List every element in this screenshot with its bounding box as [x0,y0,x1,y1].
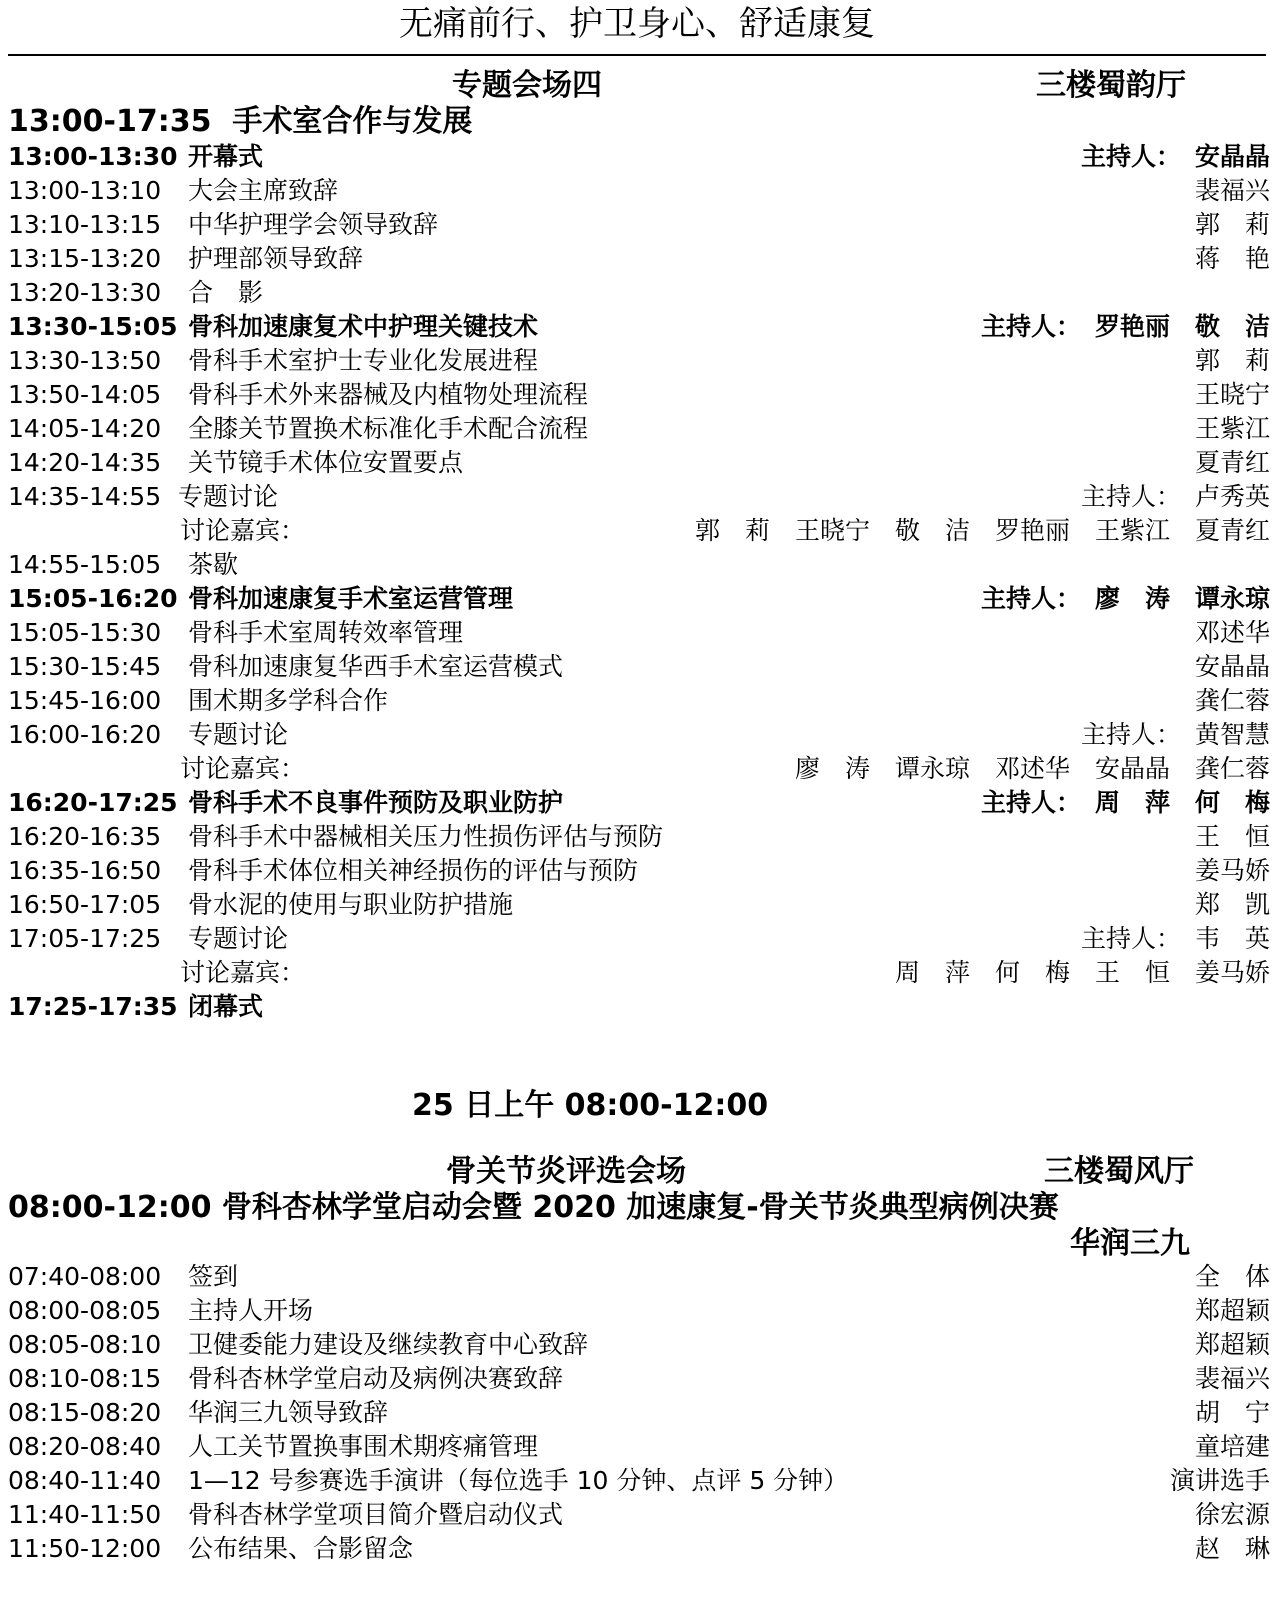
speaker-name: 郑超颖 [1194,1330,1270,1359]
time-slot: 16:20-17:25 [8,788,178,817]
day-heading: 25 日上午 08:00-12:00 [412,1088,769,1123]
guest-label: 讨论嘉宾： [180,958,306,987]
session-title: 骨科手术体位相关神经损伤的评估与预防 [188,856,639,885]
session-title: 骨科手术室护士专业化发展进程 [188,346,539,375]
host-label: 主持人： [980,584,1081,613]
speaker-name: 裴福兴 [1194,176,1270,205]
schedule-row [8,1498,1270,1532]
schedule-row [8,718,1270,752]
guest-names: 廖 涛 谭永琼 邓述华 安晶晶 龚仁蓉 [794,754,1270,783]
time-slot: 13:30-13:50 [8,346,162,375]
session-title: 全膝关节置换术标准化手术配合流程 [188,414,589,443]
session-title: 专题讨论 [188,720,289,749]
oa-venue-room: 三楼蜀风厅 [1044,1154,1194,1189]
speaker-name: 邓述华 [1194,618,1270,647]
time-slot: 08:00-08:05 [8,1296,162,1325]
time-slot: 13:10-13:15 [8,210,162,239]
session-title: 合 影 [188,278,264,307]
session-title: 骨科杏林学堂项目简介暨启动仪式 [188,1500,564,1529]
schedule-row [8,786,1270,820]
page-title: 无痛前行、护卫身心、舒适康复 [399,4,875,44]
time-slot: 15:30-15:45 [8,652,162,681]
time-slot: 11:40-11:50 [8,1500,162,1529]
session-title: 骨科杏林学堂启动及病例决赛致辞 [188,1364,564,1393]
time-slot: 16:35-16:50 [8,856,162,885]
host-label: 主持人： [1080,720,1181,749]
session-title: 签到 [188,1262,239,1291]
time-slot: 08:15-08:20 [8,1398,162,1427]
schedule-row [8,276,1270,310]
speaker-name: 廖 涛 谭永琼 [1094,584,1270,613]
time-slot: 13:15-13:20 [8,244,162,273]
time-slot: 16:50-17:05 [8,890,162,919]
time-slot: 13:50-14:05 [8,380,162,409]
schedule-row [8,854,1270,888]
speaker-name: 蒋 艳 [1194,244,1270,273]
schedule-row [8,650,1270,684]
schedule-row [8,242,1270,276]
speaker-name: 王晓宁 [1194,380,1270,409]
schedule-row [8,922,1270,956]
speaker-name: 演讲选手 [1169,1466,1270,1495]
speaker-name: 安晶晶 [1194,652,1270,681]
time-slot: 13:00-13:30 [8,142,178,171]
schedule-row [8,1260,1270,1294]
schedule-row [8,378,1270,412]
speaker-name: 安晶晶 [1194,142,1270,171]
schedule-row [8,1362,1270,1396]
time-slot: 11:50-12:00 [8,1534,162,1563]
speaker-name: 黄智慧 [1194,720,1270,749]
speaker-name: 裴福兴 [1194,1364,1270,1393]
speaker-name: 郑 凯 [1194,890,1270,919]
venue4-room: 三楼蜀韵厅 [1036,68,1186,103]
host-label: 主持人： [980,312,1081,341]
speaker-name: 姜马娇 [1194,856,1270,885]
session-title: 人工关节置换事围术期疼痛管理 [188,1432,539,1461]
speaker-name: 胡 宁 [1194,1398,1270,1427]
guest-label: 讨论嘉宾： [180,516,306,545]
session-title: 骨科加速康复手术室运营管理 [188,584,514,613]
session-title: 华润三九领导致辞 [188,1398,389,1427]
speaker-name: 王 恒 [1194,822,1270,851]
time-slot: 14:05-14:20 [8,414,162,443]
speaker-name: 罗艳丽 敬 洁 [1094,312,1270,341]
time-slot: 16:00-16:20 [8,720,162,749]
schedule-row [8,1532,1270,1566]
schedule-row [8,310,1270,344]
schedule-row [8,1396,1270,1430]
guest-row [8,514,1270,548]
time-slot: 13:20-13:30 [8,278,162,307]
schedule-row [8,446,1270,480]
schedule-row [8,1294,1270,1328]
schedule-row [8,1464,1270,1498]
oa-sponsor: 华润三九 [1070,1226,1190,1261]
schedule-row [8,684,1270,718]
oa-venue-name: 骨关节炎评选会场 [446,1154,686,1189]
session-title: 卫健委能力建设及继续教育中心致辞 [188,1330,589,1359]
schedule-row [8,888,1270,922]
guest-names: 郭 莉 王晓宁 敬 洁 罗艳丽 王紫江 夏青红 [694,516,1270,545]
session-title: 1—12 号参赛选手演讲（每位选手 10 分钟、点评 5 分钟） [188,1466,849,1495]
session-title: 专题讨论 [188,924,289,953]
speaker-name: 赵 琳 [1194,1534,1270,1563]
guest-names: 周 萍 何 梅 王 恒 姜马娇 [894,958,1270,987]
speaker-name: 郭 莉 [1194,346,1270,375]
speaker-name: 卢秀英 [1194,482,1270,511]
schedule-row [8,344,1270,378]
session-title: 中华护理学会领导致辞 [188,210,439,239]
time-slot: 14:35-14:55 [8,482,162,511]
time-slot: 07:40-08:00 [8,1262,162,1291]
session-title: 骨科手术中器械相关压力性损伤评估与预防 [188,822,664,851]
time-slot: 08:05-08:10 [8,1330,162,1359]
session-title: 围术期多学科合作 [188,686,389,715]
session-title: 骨科手术室周转效率管理 [188,618,464,647]
session-title: 专题讨论 [178,482,279,511]
speaker-name: 王紫江 [1194,414,1270,443]
time-slot: 16:20-16:35 [8,822,162,851]
header-rule [8,54,1266,56]
time-slot: 13:30-15:05 [8,312,178,341]
speaker-name: 郑超颖 [1194,1296,1270,1325]
speaker-name: 童培建 [1194,1432,1270,1461]
session-title: 关节镜手术体位安置要点 [188,448,464,477]
session-title: 护理部领导致辞 [188,244,364,273]
venue4-name: 专题会场四 [452,68,602,103]
schedule-row [8,548,1270,582]
speaker-name: 郭 莉 [1194,210,1270,239]
session-title: 骨科加速康复术中护理关键技术 [188,312,539,341]
time-slot: 08:20-08:40 [8,1432,162,1461]
speaker-name: 龚仁蓉 [1194,686,1270,715]
session-title: 公布结果、合影留念 [188,1534,414,1563]
session-title: 主持人开场 [188,1296,314,1325]
session-title: 骨科手术不良事件预防及职业防护 [188,788,564,817]
host-label: 主持人： [1080,482,1181,511]
time-slot: 08:40-11:40 [8,1466,162,1495]
time-slot: 08:10-08:15 [8,1364,162,1393]
time-slot: 14:55-15:05 [8,550,162,579]
speaker-name: 韦 英 [1194,924,1270,953]
time-slot: 15:45-16:00 [8,686,162,715]
speaker-name: 徐宏源 [1194,1500,1270,1529]
schedule-row [8,990,1270,1024]
time-slot: 13:00-13:10 [8,176,162,205]
schedule-row [8,582,1270,616]
schedule-row [8,1430,1270,1464]
guest-row [8,752,1270,786]
schedule-row [8,208,1270,242]
time-slot: 14:20-14:35 [8,448,162,477]
schedule-row [8,820,1270,854]
schedule-row [8,480,1270,514]
speaker-name: 夏青红 [1194,448,1270,477]
session-title: 骨水泥的使用与职业防护措施 [188,890,514,919]
time-slot: 15:05-16:20 [8,584,178,613]
guest-label: 讨论嘉宾： [180,754,306,783]
session-title: 茶歇 [188,550,239,579]
session-title: 开幕式 [188,142,264,171]
time-slot: 17:05-17:25 [8,924,162,953]
guest-row [8,956,1270,990]
speaker-name: 周 萍 何 梅 [1094,788,1270,817]
time-slot: 15:05-15:30 [8,618,162,647]
session-title: 闭幕式 [188,992,264,1021]
host-label: 主持人： [1080,924,1181,953]
session-title: 骨科加速康复华西手术室运营模式 [188,652,564,681]
host-label: 主持人： [1080,142,1181,171]
schedule-row [8,1328,1270,1362]
speaker-name: 全 体 [1194,1262,1270,1291]
venue4-session-title: 13:00-17:35 手术室合作与发展 [8,104,473,139]
schedule-row [8,412,1270,446]
host-label: 主持人： [980,788,1081,817]
schedule-row [8,140,1270,174]
session-title: 骨科手术外来器械及内植物处理流程 [188,380,589,409]
session-title: 大会主席致辞 [188,176,339,205]
oa-session-title: 08:00-12:00 骨科杏林学堂启动会暨 2020 加速康复-骨关节炎典型病例决赛 [8,1190,1059,1225]
time-slot: 17:25-17:35 [8,992,178,1021]
schedule-row [8,616,1270,650]
schedule-row [8,174,1270,208]
